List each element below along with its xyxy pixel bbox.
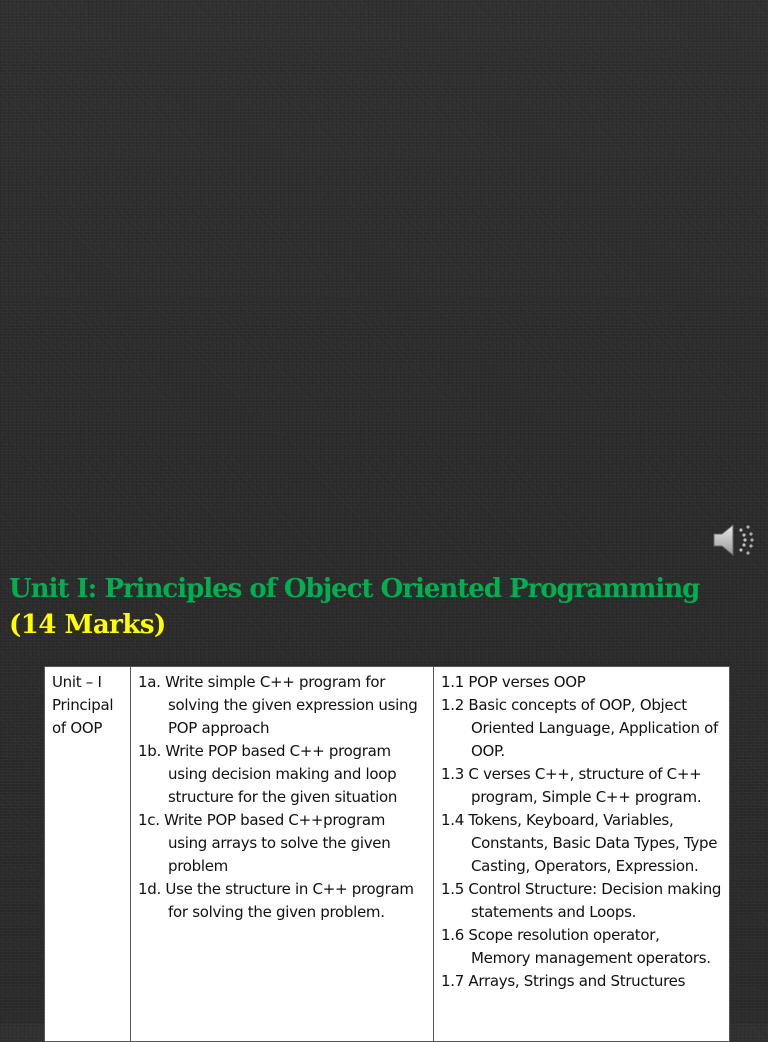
- unit-name-line: Principal: [52, 696, 114, 714]
- topic-item: 1.3 C verses C++, structure of C++ program, Simple C++ program.: [441, 765, 702, 806]
- table-row: [45, 667, 730, 1042]
- topic-item: 1.5 Control Structure: Decision making statements and Loops.: [441, 880, 722, 921]
- slide-title: [9, 571, 759, 643]
- unit-label: Unit – I: [52, 673, 102, 691]
- speaker-icon[interactable]: [711, 520, 755, 560]
- unit-cell: [45, 667, 131, 1042]
- topic-item: 1.4 Tokens, Keyboard, Variables, Constants, Basic Data Types, Type Casting, Operators, Expression.: [441, 811, 718, 875]
- topic-item: 1.2 Basic concepts of OOP, Object Oriented Language, Application of OOP.: [441, 696, 718, 760]
- topic-item: 1.6 Scope resolution operator, Memory management operators.: [441, 926, 711, 967]
- title-line-2: (14 Marks): [9, 610, 166, 640]
- outcome-item: 1d. Use the structure in C++ program for solving the given problem.: [138, 880, 414, 921]
- outcome-item: 1a. Write simple C++ program for solving the given expression using POP approach: [138, 673, 418, 737]
- syllabus-table: [44, 666, 730, 1042]
- outcome-item: 1b. Write POP based C++ program using decision making and loop structure for the given situation: [138, 742, 398, 806]
- outcomes-cell: [131, 667, 434, 1042]
- outcome-item: 1c. Write POP based C++program using arrays to solve the given problem: [138, 811, 391, 875]
- topics-cell: [434, 667, 730, 1042]
- topic-item: 1.1 POP verses OOP: [441, 673, 586, 691]
- topic-item: 1.7 Arrays, Strings and Structures: [441, 972, 686, 990]
- unit-name-line: of OOP: [52, 719, 103, 737]
- title-line-1: Unit I: Principles of Object Oriented Programming: [9, 574, 700, 604]
